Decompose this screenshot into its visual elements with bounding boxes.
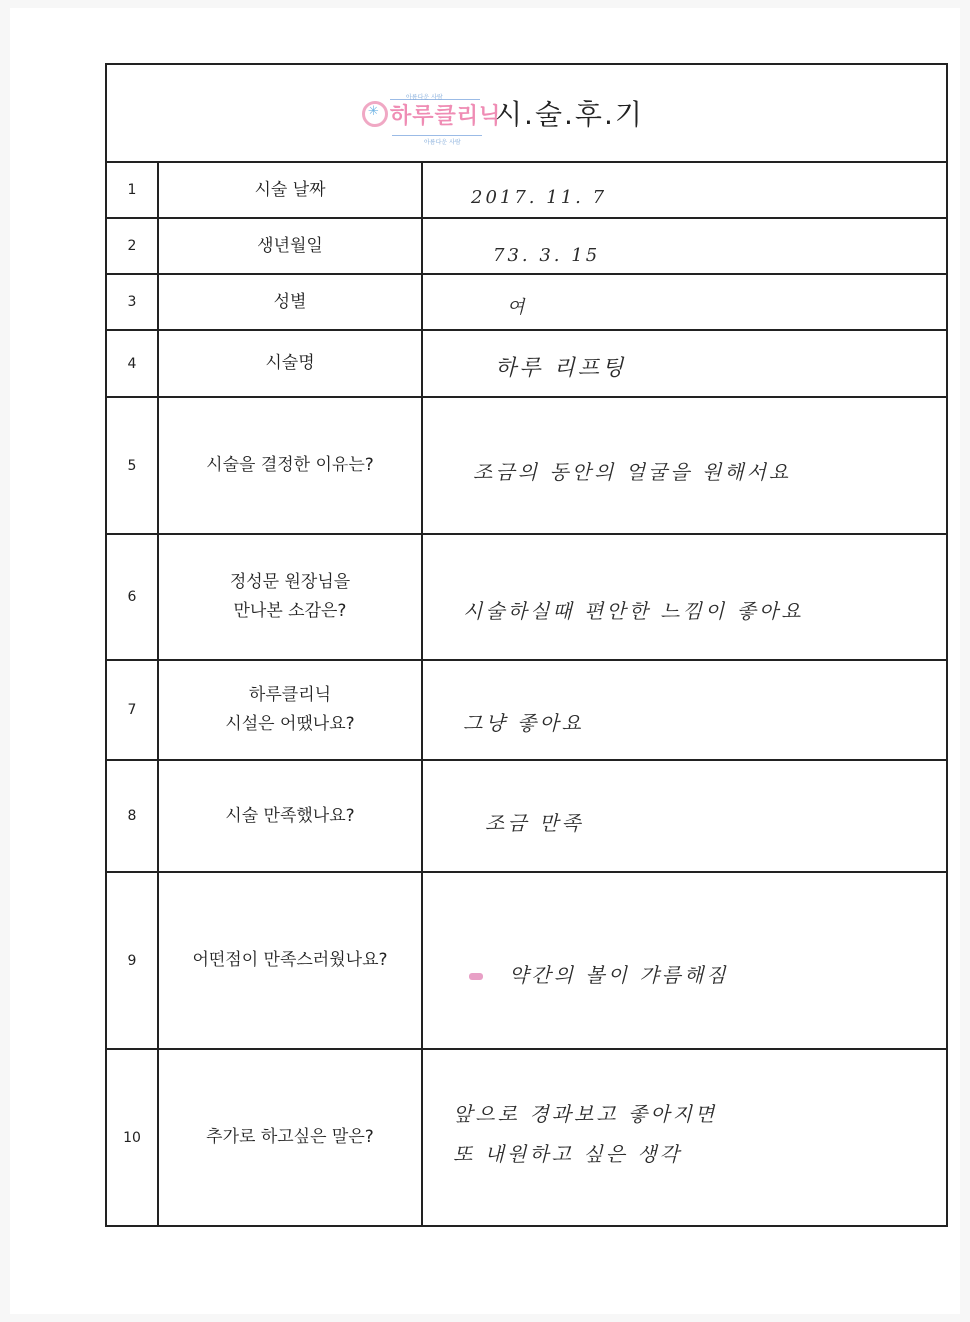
answer-field [423, 331, 946, 396]
question-label: 생년월일 [159, 219, 423, 273]
handwritten-answer: 그냥 좋아요 [463, 711, 584, 735]
clock-icon [362, 101, 388, 127]
logo-tagline-bottom: 아름다운 사람 [424, 139, 461, 146]
handwritten-answer: 여 [507, 297, 528, 318]
logo-tagline-top: 아름다운 사람 [406, 94, 443, 101]
form-row [107, 331, 946, 398]
row-number: 10 [107, 1050, 159, 1225]
question-label: 성별 [159, 275, 423, 329]
logo-wordmark: 하루클리닉 [390, 104, 502, 129]
handwritten-answer-line: 앞으로 경과보고 좋아지면 [453, 1102, 718, 1126]
form-header [107, 65, 946, 163]
question-label: 정성문 원장님을 만나본 소감은? [159, 535, 423, 659]
form-title: 시.술.후.기 [495, 98, 644, 131]
handwritten-answer-text: 약간의 볼이 갸름해짐 [509, 963, 729, 987]
handwritten-answer: 73. 3. 15 [493, 245, 601, 266]
row-number: 4 [107, 331, 159, 396]
row-number: 7 [107, 661, 159, 759]
form-row [107, 761, 946, 873]
handwritten-answer: 시술하실때 편안한 느낌이 좋아요 [463, 599, 804, 623]
row-number: 5 [107, 398, 159, 533]
clinic-logo [362, 91, 502, 147]
form-row [107, 398, 946, 535]
answer-field [423, 219, 946, 273]
form-row [107, 163, 946, 219]
form-row [107, 535, 946, 661]
answer-field [423, 535, 946, 659]
handwritten-answer: 조금의 동안의 얼굴을 원해서요 [473, 460, 792, 484]
handwritten-answer: 조금 만족 [485, 811, 584, 835]
form-row [107, 275, 946, 331]
answer-field [423, 275, 946, 329]
question-label: 시술 만족했나요? [159, 761, 423, 871]
handwritten-answer [469, 959, 729, 988]
row-number: 6 [107, 535, 159, 659]
question-label: 시술명 [159, 331, 423, 396]
question-label: 시술을 결정한 이유는? [159, 398, 423, 533]
logo-rule-bottom [392, 135, 482, 136]
answer-field [423, 1050, 946, 1225]
review-form [105, 63, 948, 1227]
question-label: 시술 날짜 [159, 163, 423, 217]
answer-field [423, 873, 946, 1048]
form-row [107, 873, 946, 1050]
question-label: 추가로 하고싶은 말은? [159, 1050, 423, 1225]
form-row [107, 661, 946, 761]
question-label: 어떤점이 만족스러웠나요? [159, 873, 423, 1048]
row-number: 2 [107, 219, 159, 273]
row-number: 1 [107, 163, 159, 217]
row-number: 9 [107, 873, 159, 1048]
answer-field [423, 661, 946, 759]
question-label: 하루클리닉 시설은 어땠나요? [159, 661, 423, 759]
answer-field [423, 163, 946, 217]
answer-field [423, 761, 946, 871]
row-number: 8 [107, 761, 159, 871]
handwritten-answer: 2017. 11. 7 [471, 187, 608, 208]
answer-field [423, 398, 946, 533]
highlighter-mark [469, 973, 483, 980]
handwritten-answer-line: 또 내원하고 싶은 생각 [453, 1142, 682, 1166]
row-number: 3 [107, 275, 159, 329]
form-row [107, 219, 946, 275]
paper-sheet [10, 8, 960, 1314]
form-row [107, 1050, 946, 1225]
handwritten-answer: 하루 리프팅 [495, 356, 627, 381]
